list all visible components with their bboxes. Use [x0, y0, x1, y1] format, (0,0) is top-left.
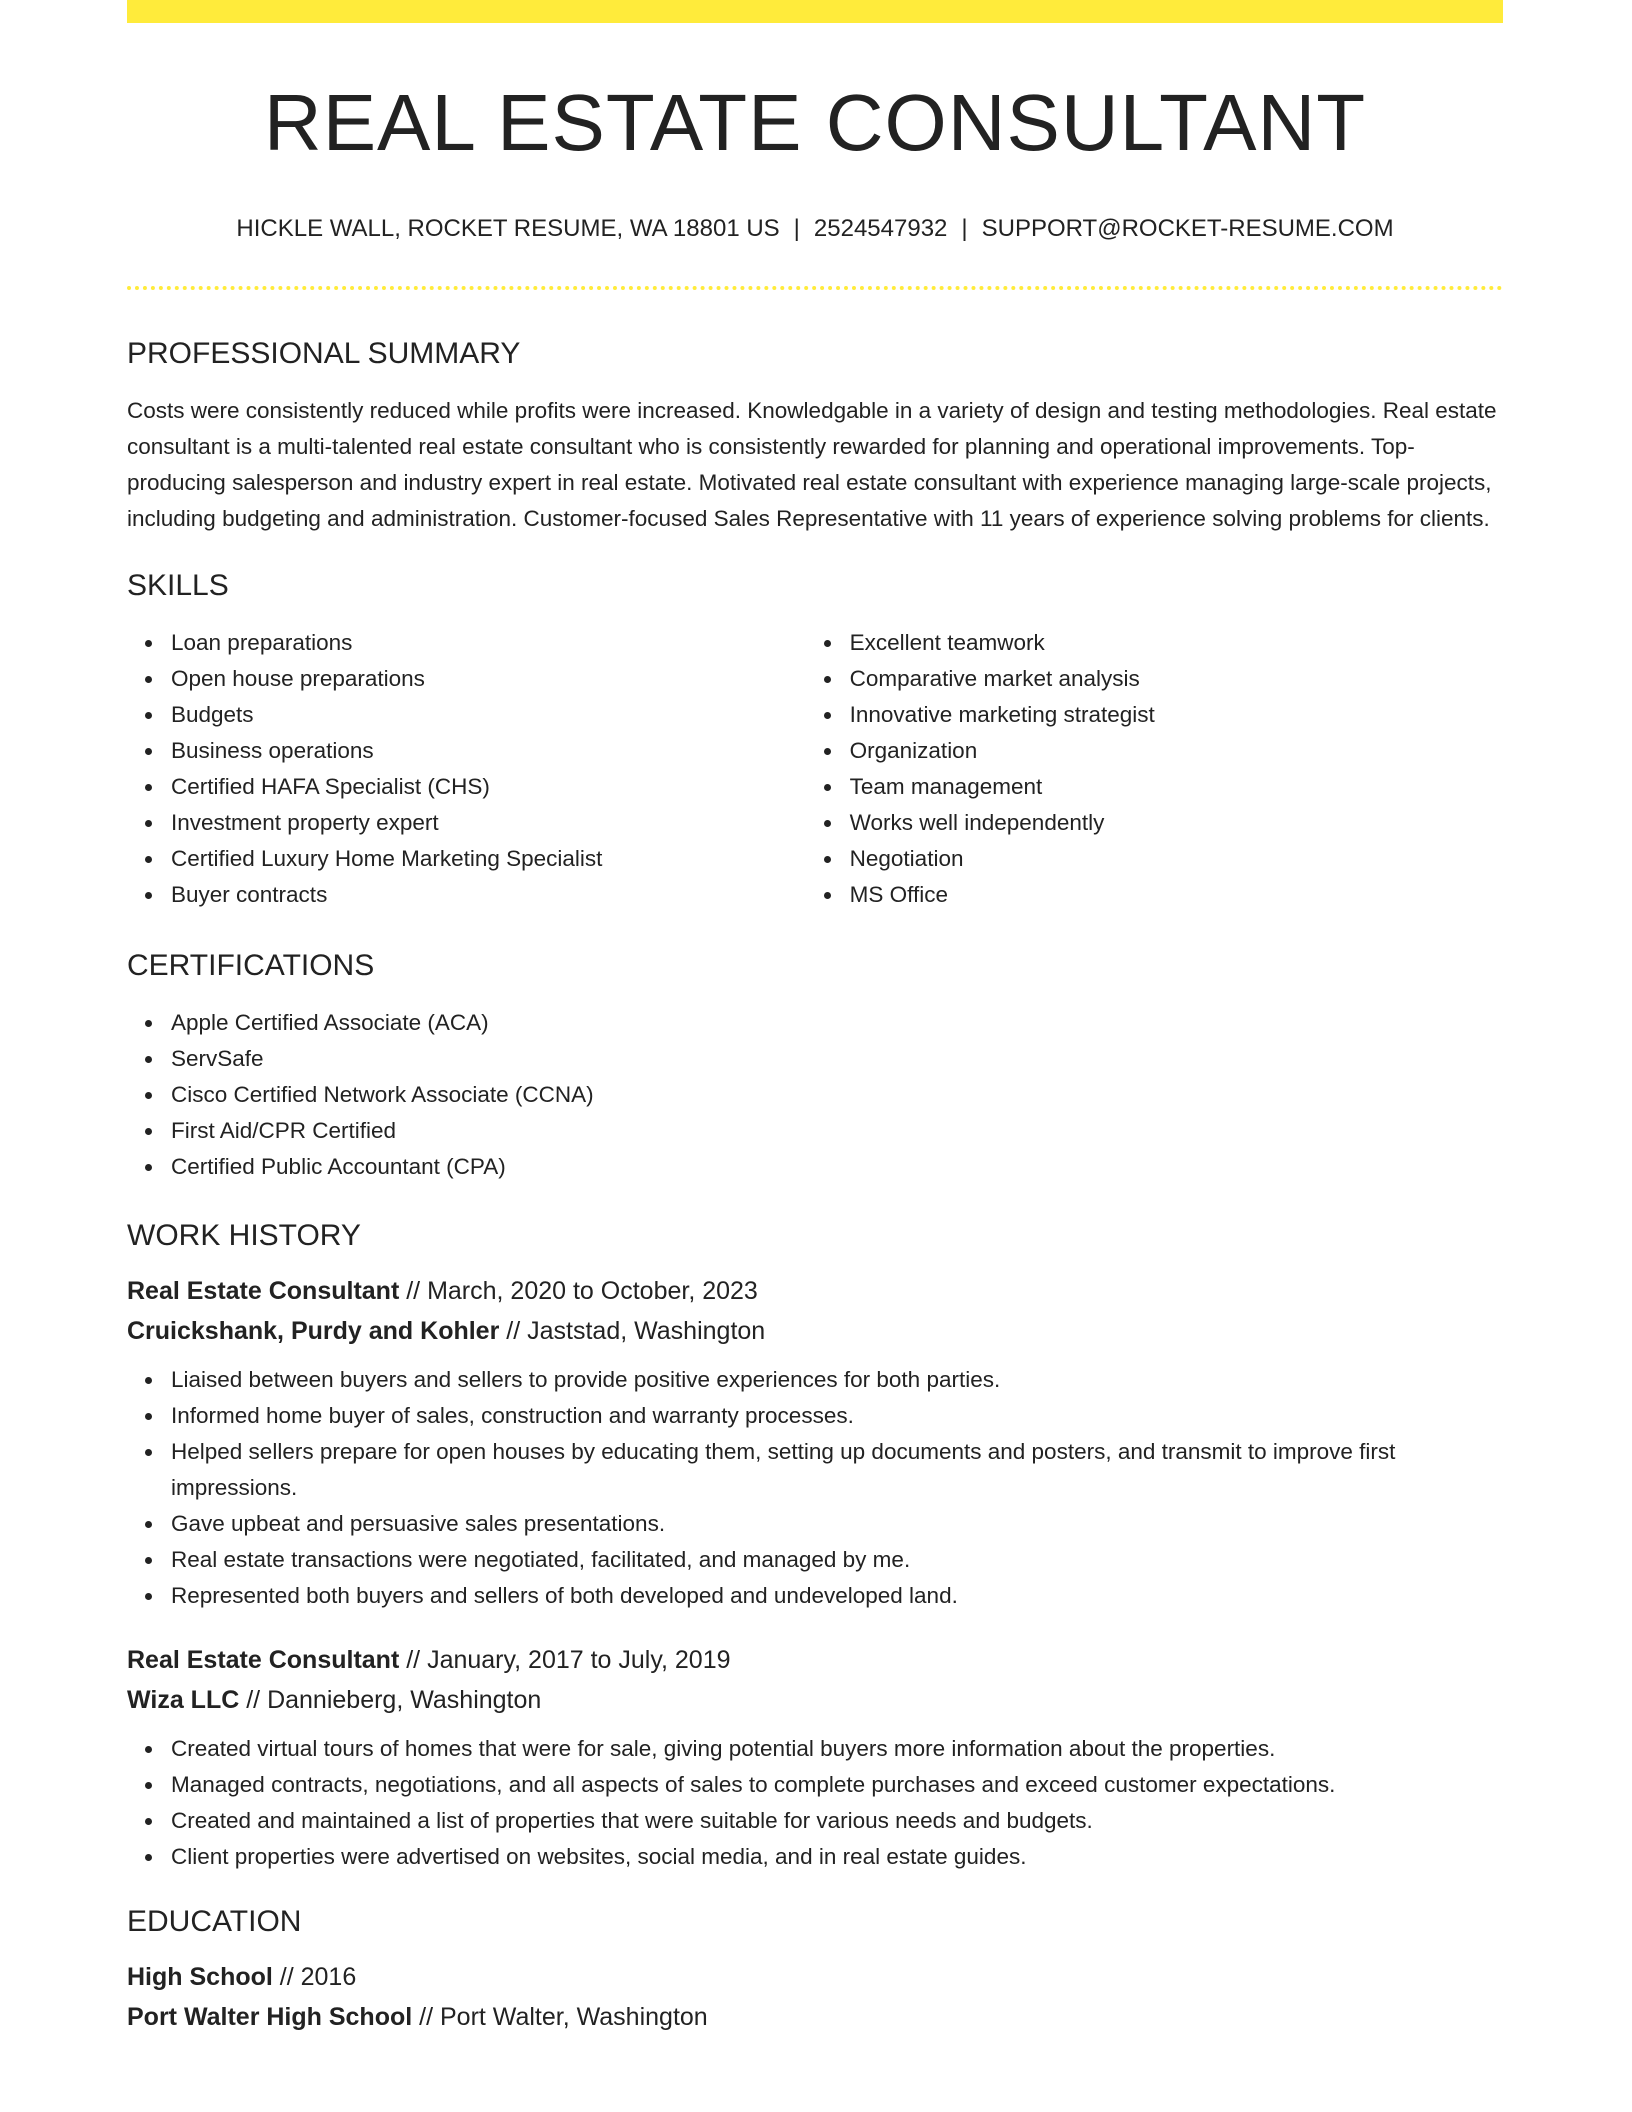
skill-item: Certified HAFA Specialist (CHS) [171, 769, 806, 805]
job-dates: // January, 2017 to July, 2019 [406, 1645, 731, 1674]
job-company: Cruickshank, Purdy and Kohler [127, 1316, 500, 1345]
job-role-line [127, 1271, 1503, 1311]
job-bullets [127, 1362, 1503, 1614]
skill-item: Comparative market analysis [850, 661, 1503, 697]
skill-item: Budgets [171, 697, 806, 733]
skills-list-left [127, 625, 806, 913]
job-role: Real Estate Consultant [127, 1645, 400, 1674]
job-bullet: Helped sellers prepare for open houses by educating them, setting up documents and posters, and transmit to improve first impressions. [171, 1434, 1503, 1506]
resume-page [127, 0, 1503, 2037]
job-bullet: Liaised between buyers and sellers to provide positive experiences for both parties. [171, 1362, 1503, 1398]
work-history-heading: WORK HISTORY [127, 1218, 361, 1252]
job-bullet: Gave upbeat and persuasive sales presentations. [171, 1506, 1503, 1542]
job-role-line [127, 1640, 1503, 1680]
contact-separator: | [793, 215, 800, 242]
certification-item: ServSafe [171, 1041, 1503, 1077]
dotted-divider [127, 286, 1503, 290]
contact-phone: 2524547932 [813, 215, 948, 242]
contact-line [127, 215, 1503, 244]
skill-item: Buyer contracts [171, 877, 806, 913]
summary-heading: PROFESSIONAL SUMMARY [127, 336, 521, 370]
skill-item: Open house preparations [171, 661, 806, 697]
skill-item: Team management [850, 769, 1503, 805]
job-bullet: Informed home buyer of sales, construction and warranty processes. [171, 1398, 1503, 1434]
job-bullets [127, 1731, 1503, 1875]
contact-address: HICKLE WALL, ROCKET RESUME, WA 18801 US [236, 215, 780, 242]
job-bullet: Client properties were advertised on websites, social media, and in real estate guides. [171, 1839, 1503, 1875]
job-company-line [127, 1680, 1503, 1720]
job-bullet: Represented both buyers and sellers of both developed and undeveloped land. [171, 1578, 1503, 1614]
skill-item: Works well independently [850, 805, 1503, 841]
skills-columns [127, 625, 1503, 913]
job-dates: // March, 2020 to October, 2023 [406, 1276, 758, 1305]
skill-item: Loan preparations [171, 625, 806, 661]
skill-item: Investment property expert [171, 805, 806, 841]
resume-title: REAL ESTATE CONSULTANT [263, 78, 1367, 167]
job-company: Wiza LLC [127, 1685, 240, 1714]
job-bullet: Created and maintained a list of properties that were suitable for various needs and budgets. [171, 1803, 1503, 1839]
skill-item: Innovative marketing strategist [850, 697, 1503, 733]
skill-item: Organization [850, 733, 1503, 769]
job-location: // Jaststad, Washington [506, 1316, 766, 1345]
education-school-line [127, 1997, 1503, 2037]
education-heading: EDUCATION [127, 1904, 302, 1938]
skill-item: Certified Luxury Home Marketing Specialist [171, 841, 806, 877]
education-degree: High School [127, 1962, 273, 1991]
education-school: Port Walter High School [127, 2002, 413, 2031]
certification-item: Apple Certified Associate (ACA) [171, 1005, 1503, 1041]
skill-item: Business operations [171, 733, 806, 769]
skill-item: Negotiation [850, 841, 1503, 877]
skill-item: Excellent teamwork [850, 625, 1503, 661]
certifications-list [127, 1005, 1503, 1185]
contact-separator: | [961, 215, 968, 242]
job-bullet: Managed contracts, negotiations, and all aspects of sales to complete purchases and exceed customer expectations. [171, 1767, 1503, 1803]
skill-item: MS Office [850, 877, 1503, 913]
certification-item: First Aid/CPR Certified [171, 1113, 1503, 1149]
education-year: // 2016 [279, 1962, 357, 1991]
job-location: // Dannieberg, Washington [246, 1685, 542, 1714]
certification-item: Cisco Certified Network Associate (CCNA) [171, 1077, 1503, 1113]
job-bullet: Created virtual tours of homes that were for sale, giving potential buyers more information about the properties. [171, 1731, 1503, 1767]
top-accent-bar [127, 0, 1503, 23]
education-degree-line [127, 1957, 1503, 1997]
job-bullet: Real estate transactions were negotiated, facilitated, and managed by me. [171, 1542, 1503, 1578]
summary-text: Costs were consistently reduced while profits were increased. Knowledgable in a variety of design and testing methodologies. Real estate consultant is a multi-talented real estate consultant who is consistently rewarded for planning and operational improvements. Top-producing salesperson and industry expert in real estate. Motivated real estate consultant with experience managing large-scale projects, including budgeting and administration. Customer-focused Sales Representative with 11 years of experience solving problems for clients. [127, 397, 1497, 531]
skills-heading: SKILLS [127, 568, 229, 602]
certifications-heading: CERTIFICATIONS [127, 948, 375, 982]
job-role: Real Estate Consultant [127, 1276, 400, 1305]
skills-list-right [806, 625, 1503, 913]
contact-email: SUPPORT@ROCKET-RESUME.COM [981, 215, 1394, 242]
certification-item: Certified Public Accountant (CPA) [171, 1149, 1503, 1185]
job-company-line [127, 1311, 1503, 1351]
education-location: // Port Walter, Washington [419, 2002, 708, 2031]
